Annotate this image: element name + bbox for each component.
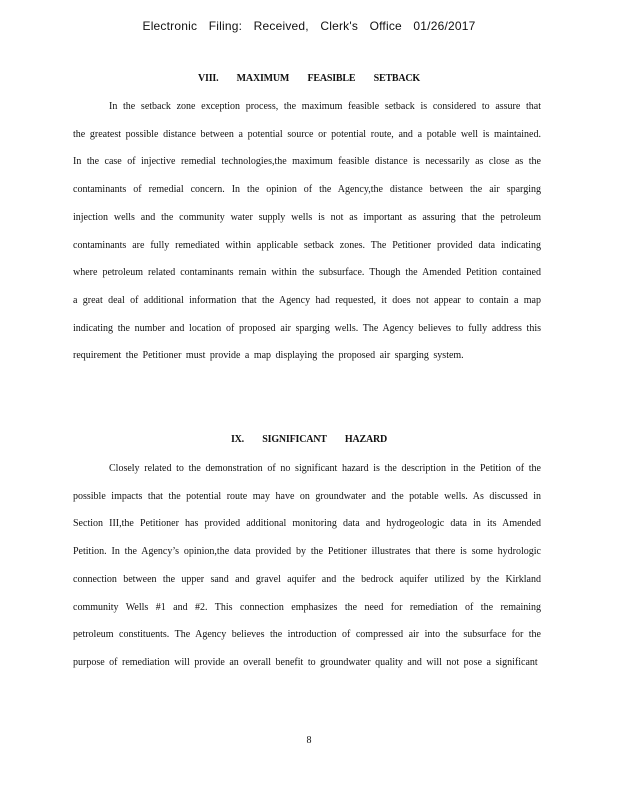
section-heading-significant-hazard: IX. SIGNIFICANT HAZARD: [230, 434, 388, 445]
section-paragraph-setback: [73, 93, 541, 370]
filing-stamp-header: Electronic Filing: Received, Clerk's Office 01/26/2017: [142, 19, 476, 33]
paragraph-text: In the setback zone exception process, the maximum feasible setback is considered to assure that the greatest possible distance between a potential source or potential route, and a potable well is maintained. In the case of injective remedial technologies,the maximum feasible distance is necessarily as close as the contaminants of remedial concern. In the opinion of the Agency,the distance between the air sparging injection wells and the community water supply wells is not as important as assuring that the petroleum contaminants are fully remediated within applicable setback zones. The Petitioner provided data indicating where petroleum related contaminants remain within the subsurface. Though the Amended Petition contained a great deal of additional information that the Agency had requested, it does not appear to contain a map indicating the number and location of proposed air sparging wells. The Agency believes to fully address this requirement the Petitioner must provide a map displaying the proposed air sparging system.: [73, 101, 541, 362]
section-paragraph-hazard: [73, 455, 541, 677]
paragraph-text: Closely related to the demonstration of no significant hazard is the description in the Petition of the possible impacts that the potential route may have on groundwater and the potable wells. As discussed in Section III,the Petitioner has provided additional monitoring data and hydrogeologic data in its Amended Petition. In the Agency’s opinion,the data provided by the Petitioner illustrates that there is some hydrologic connection between the upper sand and gravel aquifer and the bedrock aquifer utilized by the Kirkland community Wells #1 and #2. This connection emphasizes the need for remediation of the remaining petroleum constituents. The Agency believes the introduction of compressed air into the subsurface for the purpose of remediation will provide an overall benefit to groundwater quality and will not pose a significant: [73, 463, 541, 668]
page-number: 8: [306, 735, 312, 746]
section-heading-maximum-feasible-setback: VIII. MAXIMUM FEASIBLE SETBACK: [197, 73, 421, 84]
